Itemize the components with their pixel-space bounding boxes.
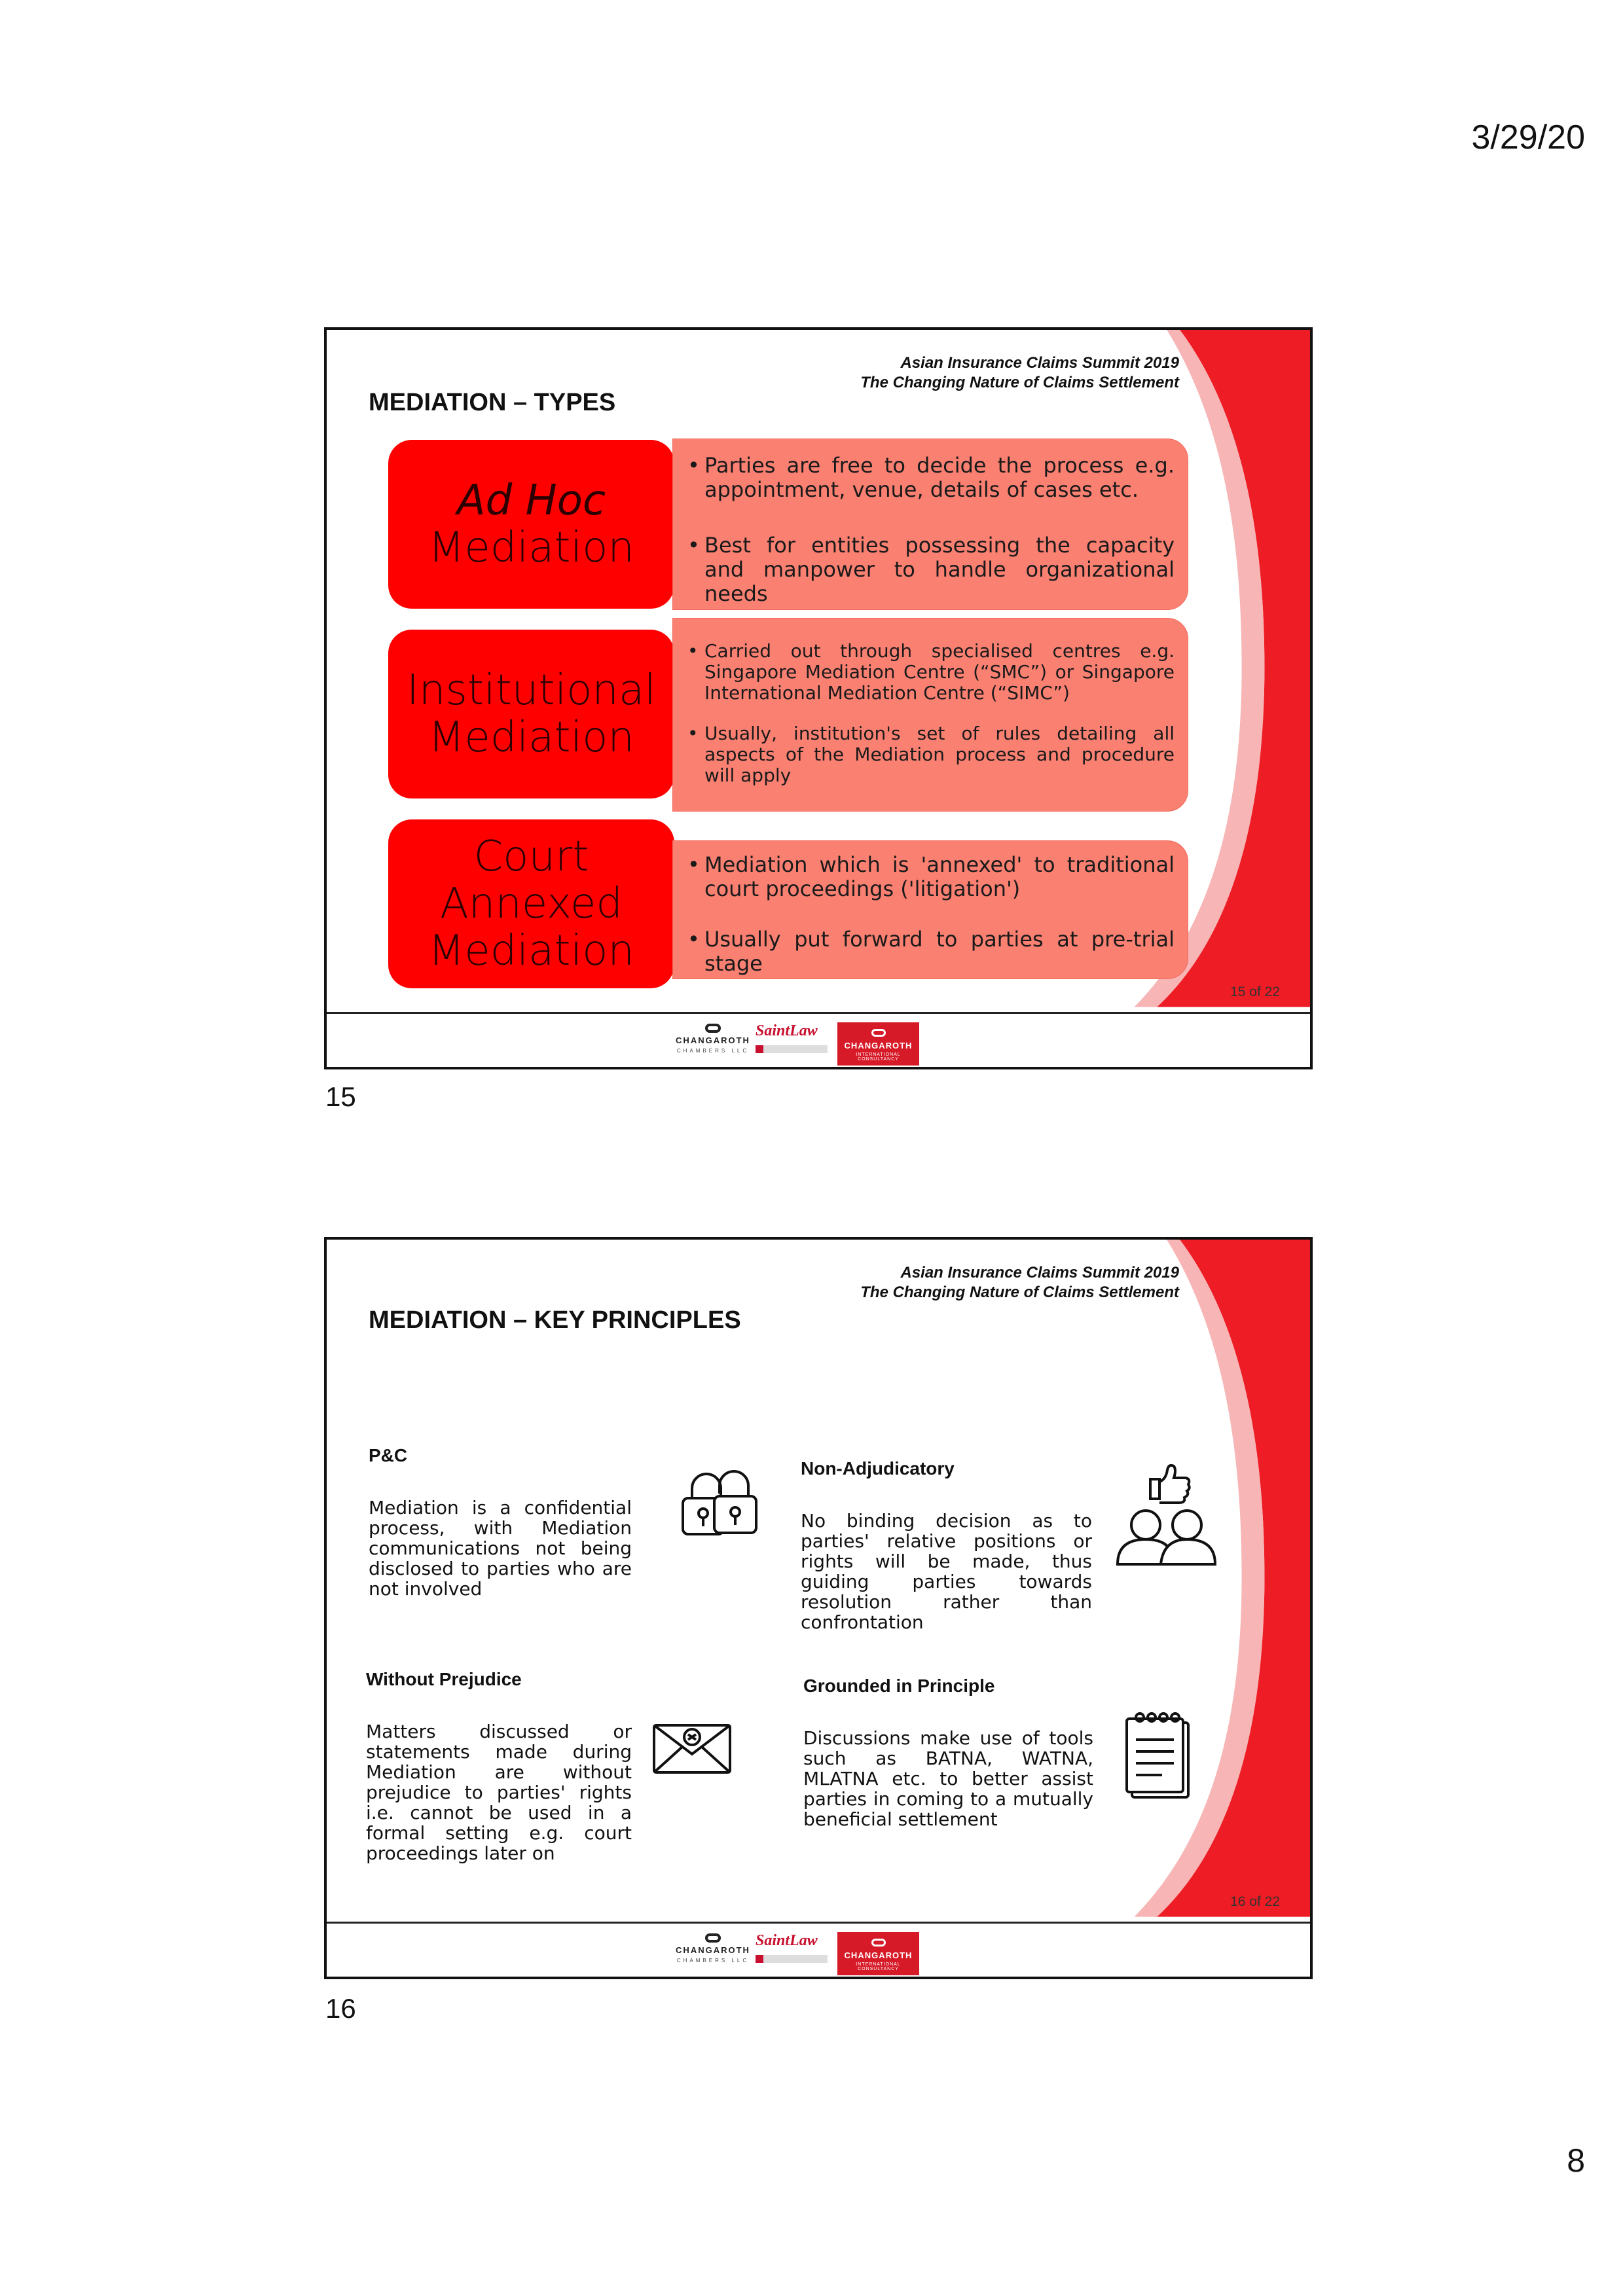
people-thumbs-up-icon [1110,1460,1228,1571]
type-description [672,618,1188,812]
principle-heading: Without Prejudice [366,1669,522,1689]
principle-heading: Non-Adjudicatory [801,1458,955,1479]
principle-text: Matters discussed or statements made during Mediation are without prejudice to parties' rights i.e. cannot be used in a formal setting e.g. court proceedings later on [366,1721,632,1864]
conference-subtitle: The Changing Nature of Claims Settlement [860,1283,1179,1301]
principle-heading: P&C [369,1445,408,1465]
bullet: • Best for entities possessing the capacity and manpower to handle organizational needs [682,533,1175,606]
changaroth-chambers-logo: CHANGAROTH CHAMBERS LLC [674,1022,752,1064]
type-ad-hoc-mediation [388,440,674,609]
principle-text: Discussions make use of tools such as BATNA, WATNA, MLATNA etc. to better assist parties in coming to a mutually beneficial settlement [803,1727,1093,1830]
type-name-line: Annexed [439,880,623,928]
slide-title: MEDIATION – KEY PRINCIPLES [369,1306,741,1334]
slide-counter: 16 of 22 [1230,1894,1280,1909]
footer-logos [327,1018,1310,1067]
slide-number: 16 [325,1993,356,2024]
notepad-icon [1123,1711,1195,1803]
type-name-line: Mediation [428,927,634,975]
conference-subtitle: The Changing Nature of Claims Settlement [860,374,1179,391]
principle-text: No binding decision as to parties' relative positions or rights will be made, thus guiding parties towards resolution rather than confrontation [801,1510,1092,1633]
slide-counter: 15 of 22 [1230,984,1280,999]
conference-info [860,1263,1179,1302]
conference-title: Asian Insurance Claims Summit 2019 [900,354,1179,372]
bullet: • Mediation which is 'annexed' to traditional court proceedings ('litigation') [682,853,1175,901]
type-name-line: Institutional [407,666,656,715]
footer-divider [327,1012,1310,1014]
bullet: • Parties are free to decide the process e.g. appointment, venue, details of cases etc. [682,454,1175,502]
type-name-line: Mediation [428,713,634,762]
type-description [672,840,1188,979]
bullet: • Usually put forward to parties at pre-trial stage [682,927,1175,976]
saint-law-logo: SaintLaw [756,1932,834,1974]
type-name-line: Court [473,833,589,881]
changaroth-consultancy-logo: CHANGAROTH INTERNATIONAL CONSULTANCY [837,1932,919,1975]
footer-logos [327,1928,1310,1977]
principle-text: Mediation is a confidential process, with Mediation communications not being disclosed to parties who are not involved [369,1497,632,1600]
type-name-line: Mediation [428,524,634,572]
changaroth-chambers-logo: CHANGAROTH CHAMBERS LLC [674,1932,752,1974]
bullet: • Carried out through specialised centres e.g. Singapore Mediation Centre (“SMC”) or Singapore International Mediation Centre (“SIMC”) [682,641,1175,704]
padlocks-icon [674,1469,765,1547]
type-description [672,439,1188,610]
type-court-annexed-mediation [388,819,674,988]
slide-15 [324,327,1313,1069]
principle-heading: Grounded in Principle [803,1676,995,1696]
slide-title: MEDIATION – TYPES [369,389,616,416]
conference-title: Asian Insurance Claims Summit 2019 [900,1264,1179,1282]
changaroth-consultancy-logo: CHANGAROTH INTERNATIONAL CONSULTANCY [837,1022,919,1066]
type-name-line: Ad Hoc [456,476,606,525]
type-institutional-mediation [388,630,674,798]
slide-number: 15 [325,1081,356,1112]
slide-16 [324,1237,1313,1979]
sealed-envelope-icon [651,1721,733,1776]
page-date: 3/29/20 [1471,118,1585,156]
conference-info [860,353,1179,393]
footer-divider [327,1922,1310,1924]
saint-law-logo: SaintLaw [756,1022,834,1064]
bullet: • Usually, institution's set of rules detailing all aspects of the Mediation process and procedure will apply [682,723,1175,786]
page-number: 8 [1567,2142,1585,2179]
